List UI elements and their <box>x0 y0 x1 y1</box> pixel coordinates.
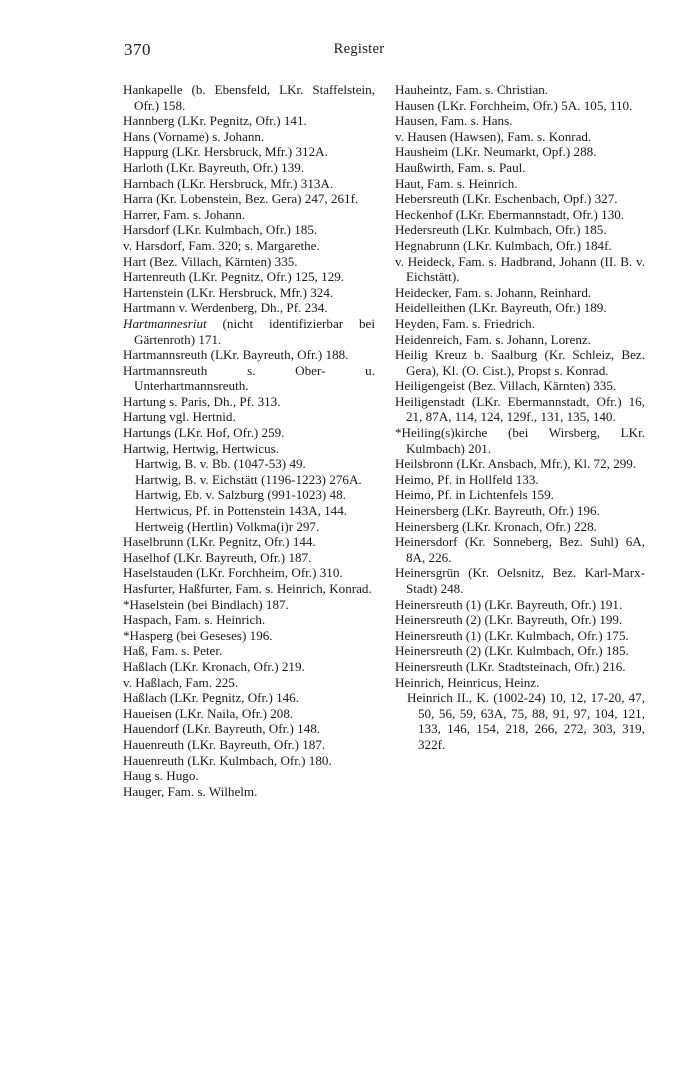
index-entry: Hegnabrunn (LKr. Kulmbach, Ofr.) 184f. <box>395 237 612 253</box>
index-column-left <box>123 82 375 799</box>
index-entry: Hartwig, Hertwig, Hertwicus. <box>123 440 279 456</box>
index-subentry: Hertwicus, Pf. in Pottenstein 143A, 144. <box>135 503 348 519</box>
index-entry: Hauenreuth (LKr. Kulmbach, Ofr.) 180. <box>123 752 332 768</box>
page-number: 370 <box>124 40 151 59</box>
index-entry: Haueisen (LKr. Naila, Ofr.) 208. <box>123 705 294 721</box>
index-entry: Haselstauden (LKr. Forchheim, Ofr.) 310. <box>123 565 343 581</box>
index-entry-italic-head: Hartmannesriut <box>123 315 207 331</box>
index-entry: Heinrich, Heinricus, Heinz. <box>395 674 540 690</box>
index-entry: Heinersreuth (2) (LKr. Bayreuth, Ofr.) 199. <box>395 612 623 628</box>
index-entry: Harrer, Fam. s. Johann. <box>123 206 246 222</box>
index-entry: Heyden, Fam. s. Friedrich. <box>395 315 536 331</box>
index-entry <box>123 316 375 347</box>
index-entry: v. Heideck, Fam. s. Hadbrand, Johann (II. B. v. Eichstätt). <box>395 253 645 285</box>
index-subentry: Hartwig, B. v. Bb. (1047-53) 49. <box>135 456 306 472</box>
index-entry: *Hasperg (bei Geseses) 196. <box>123 627 273 643</box>
index-entry: Heidecker, Fam. s. Johann, Reinhard. <box>395 284 592 300</box>
index-entry: Hasfurter, Haßfurter, Fam. s. Heinrich, Konrad. <box>123 581 372 596</box>
index-entry: v. Hausen (Hawsen), Fam. s. Konrad. <box>395 128 592 144</box>
index-entry: Hartung vgl. Hertnid. <box>123 409 236 425</box>
index-entry: Hebersreuth (LKr. Eschenbach, Opf.) 327. <box>395 191 618 207</box>
index-entry: Happurg (LKr. Hersbruck, Mfr.) 312A. <box>123 144 328 160</box>
index-entry: Hartmannsreuth (LKr. Bayreuth, Ofr.) 188. <box>123 347 349 363</box>
index-entry: Hankapelle (b. Ebensfeld, LKr. Staffelstein, Ofr.) 158. <box>123 82 375 113</box>
index-entry: Hartenstein (LKr. Hersbruck, Mfr.) 324. <box>123 284 334 300</box>
index-entry: Heinersreuth (2) (LKr. Kulmbach, Ofr.) 185. <box>395 643 629 659</box>
index-entry-text: (nicht identifizierbar bei Gärtenroth) 171. <box>134 315 375 347</box>
index-entry: Heinersreuth (1) (LKr. Kulmbach, Ofr.) 175. <box>395 627 629 643</box>
index-entry: v. Haßlach, Fam. 225. <box>123 674 239 690</box>
index-subentry: Hartwig, Eb. v. Salzburg (991-1023) 48. <box>135 487 346 503</box>
index-subentry: Hartwig, B. v. Eichstätt (1196-1223) 276A. <box>135 471 362 487</box>
index-entry: Haußwirth, Fam. s. Paul. <box>395 159 526 175</box>
index-entry: Heiligengeist (Bez. Villach, Kärnten) 335. <box>395 378 617 394</box>
index-entry: Hauendorf (LKr. Bayreuth, Ofr.) 148. <box>123 721 321 737</box>
index-entry: Haßlach (LKr. Pegnitz, Ofr.) 146. <box>123 690 299 706</box>
index-entry: Hans (Vorname) s. Johann. <box>123 128 265 144</box>
index-entry: Hedersreuth (LKr. Kulmbach, Ofr.) 185. <box>395 222 607 238</box>
index-entry: Hauger, Fam. s. Wilhelm. <box>123 783 258 799</box>
index-entry: Heinersgrün (Kr. Oelsnitz, Bez. Karl-Marx-Stadt) 248. <box>395 565 645 596</box>
index-entry: Hartmannsreuth s. Ober- u. Unterhartmannsreuth. <box>123 362 375 394</box>
index-entry: Heimo, Pf. in Lichtenfels 159. <box>395 487 554 503</box>
index-entry: Hausen (LKr. Forchheim, Ofr.) 5A. 105, 110. <box>395 97 633 113</box>
index-subentry: Hertweig (Hertlin) Volkma(i)r 297. <box>135 518 320 534</box>
index-entry: Heidenreich, Fam. s. Johann, Lorenz. <box>395 331 591 347</box>
index-entry: *Heiling(s)kirche (bei Wirsberg, LKr. Kulmbach) 201. <box>395 425 645 456</box>
index-entry: Hartenreuth (LKr. Pegnitz, Ofr.) 125, 129. <box>123 269 345 285</box>
index-entry: Heilsbronn (LKr. Ansbach, Mfr.), Kl. 72, 299. <box>395 456 637 472</box>
index-entry: Heinersreuth (1) (LKr. Bayreuth, Ofr.) 191. <box>395 596 623 612</box>
index-entry: Hartmann v. Werdenberg, Dh., Pf. 234. <box>123 300 328 316</box>
index-entry: Heilig Kreuz b. Saalburg (Kr. Schleiz, Bez. Gera), Kl. (O. Cist.), Propst s. Konrad. <box>395 347 645 378</box>
index-entry: Haug s. Hugo. <box>123 768 199 784</box>
index-entry: Haselhof (LKr. Bayreuth, Ofr.) 187. <box>123 549 312 565</box>
index-entry: Heckenhof (LKr. Ebermannstadt, Ofr.) 130. <box>395 206 625 222</box>
index-subentry: Heinrich II., K. (1002-24) 10, 12, 17-20, 47, 50, 56, 59, 63A, 75, 88, 91, 97, 104, 121, 133, 146, 154, 218, 266, 272, 303, 319, 322f. <box>407 690 645 752</box>
index-entry: Haß, Fam. s. Peter. <box>123 643 223 659</box>
index-entry: Harsdorf (LKr. Kulmbach, Ofr.) 185. <box>123 222 318 238</box>
running-head: Register <box>333 41 385 57</box>
index-entry: Harnbach (LKr. Hersbruck, Mfr.) 313A. <box>123 175 334 191</box>
index-entry: Hausheim (LKr. Neumarkt, Opf.) 288. <box>395 144 597 160</box>
index-entry: Haspach, Fam. s. Heinrich. <box>123 612 266 628</box>
index-entry: Hartung s. Paris, Dh., Pf. 313. <box>123 393 281 409</box>
index-entry: Hartungs (LKr. Hof, Ofr.) 259. <box>123 425 285 441</box>
index-entry: Harra (Kr. Lobenstein, Bez. Gera) 247, 261f. <box>123 191 359 207</box>
index-entry: Hannberg (LKr. Pegnitz, Ofr.) 141. <box>123 113 307 129</box>
index-entry: Hausen, Fam. s. Hans. <box>395 113 513 129</box>
index-entry: Hart (Bez. Villach, Kärnten) 335. <box>123 253 298 269</box>
index-entry: Heinersdorf (Kr. Sonneberg, Bez. Suhl) 6A, 8A, 226. <box>395 534 645 565</box>
index-entry: Haut, Fam. s. Heinrich. <box>395 175 518 191</box>
index-entry: Heinersberg (LKr. Kronach, Ofr.) 228. <box>395 518 597 534</box>
index-entry: v. Harsdorf, Fam. 320; s. Margarethe. <box>123 237 320 253</box>
index-entry: Hauheintz, Fam. s. Christian. <box>395 82 549 97</box>
index-entry: Heimo, Pf. in Hollfeld 133. <box>395 471 539 487</box>
index-entry: Heidelleithen (LKr. Bayreuth, Ofr.) 189. <box>395 300 607 316</box>
index-entry: Haselbrunn (LKr. Pegnitz, Ofr.) 144. <box>123 534 316 550</box>
index-entry: Hauenreuth (LKr. Bayreuth, Ofr.) 187. <box>123 736 326 752</box>
index-entry: Haßlach (LKr. Kronach, Ofr.) 219. <box>123 658 305 674</box>
index-entry: Harloth (LKr. Bayreuth, Ofr.) 139. <box>123 159 305 175</box>
index-entry: Heinersberg (LKr. Bayreuth, Ofr.) 196. <box>395 503 600 519</box>
index-column-right <box>395 82 645 753</box>
index-entry: Heinersreuth (LKr. Stadtsteinach, Ofr.) 216. <box>395 658 626 674</box>
index-entry: Heiligenstadt (LKr. Ebermannstadt, Ofr.) 16, 21, 87A, 114, 124, 129f., 131, 135, 140. <box>395 393 645 425</box>
index-entry: *Haselstein (bei Bindlach) 187. <box>123 596 289 612</box>
